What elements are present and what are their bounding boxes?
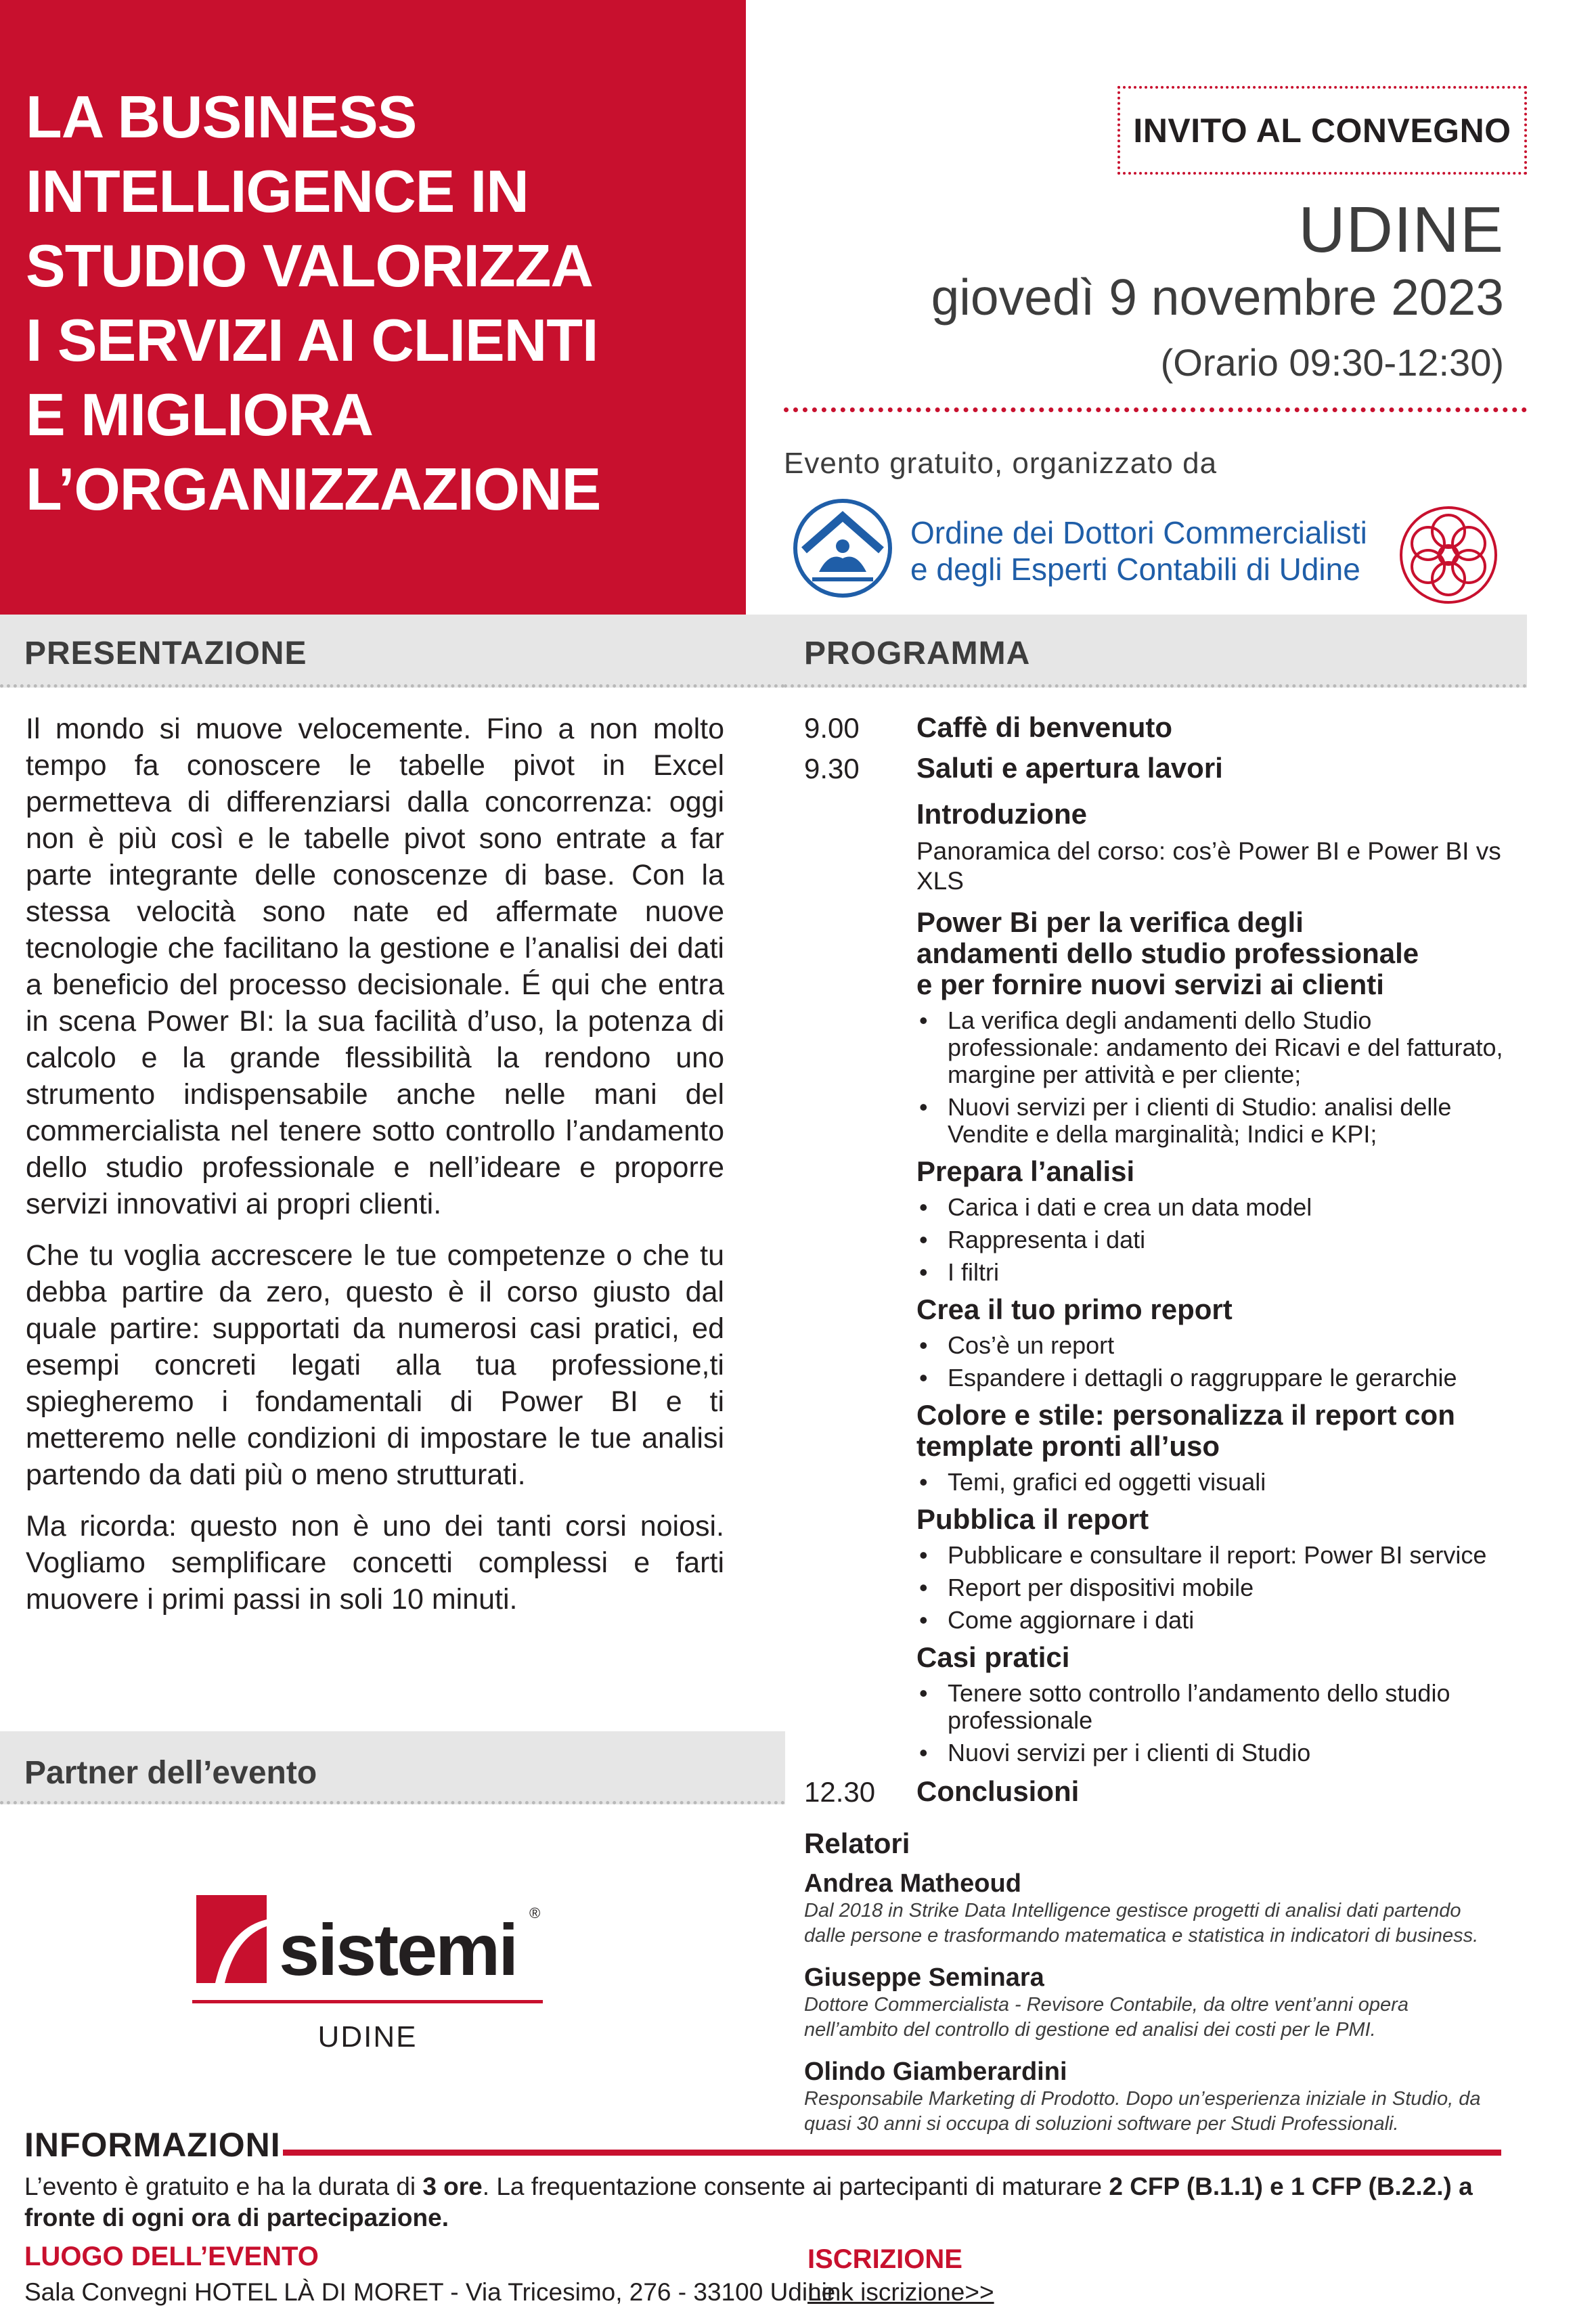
list-item: • Carica i dati e crea un data model (916, 1194, 1535, 1221)
speaker-desc: Dal 2018 in Strike Data Intelligence gestisce progetti di analisi dati partendo dalle persone e trasformando matematica e statistica in indicatori di business. (804, 1900, 1479, 1947)
partner-divider (192, 2000, 543, 2003)
section-header-programma (784, 615, 1527, 688)
list-item: • Rappresenta i dati (916, 1226, 1535, 1253)
program-time: 9.30 (804, 753, 860, 784)
topic-list (916, 1542, 1535, 1634)
list-item: • Tenere sotto controllo l’andamento dello studio professionale (916, 1680, 1526, 1734)
speaker-desc: Dottore Commercialista - Revisore Contabile, da oltre vent’anni opera nell’ambito del controllo di gestione ed analisi dei costi per le PMI. (804, 1994, 1409, 2041)
topic-list (916, 1332, 1535, 1392)
program-item (804, 753, 1535, 784)
program-topic: Colore e stile: personalizza il report con template pronti all’uso (916, 1399, 1455, 1462)
topic-list (916, 1680, 1526, 1766)
program-topic: Casi pratici (916, 1641, 1070, 1673)
info-text-part: L’evento è gratuito e ha la durata di (24, 2173, 423, 2200)
odcec-logo-icon (792, 497, 893, 599)
speaker-name: Olindo Giamberardini (804, 2058, 1067, 2086)
title-panel (0, 0, 746, 615)
registered-mark: ® (529, 1905, 541, 1921)
speaker-name: Andrea Matheoud (804, 1869, 1021, 1898)
invite-badge: INVITO AL CONVEGNO (1117, 86, 1527, 175)
info-credits: 2 CFP (B.1.1) e 1 CFP (B.2.2.) a fronte di ogni ora di partecipazione. (24, 2173, 1473, 2231)
venue-title: LUOGO DELL’EVENTO (24, 2242, 319, 2271)
program-title: Saluti e apertura lavori (916, 752, 1223, 784)
program-topic: Power Bi per la verifica degli andamenti dello studio professionale e per fornire nuovi servizi ai clienti (916, 906, 1419, 1000)
divider (784, 407, 1527, 412)
program-list (804, 712, 1535, 1807)
paragraph: Che tu voglia accrescere le tue competenze o che tu debba partire da zero, questo è il corso giusto dal quale partire: supportati da numerosi casi pratici, ed esempi concreti legati alla tua professione,ti spiegheremo i fondamentali di Power BI e ti metteremo nelle condizioni di impostare le tue analisi partendo da dati più o meno strutturati. (26, 1239, 724, 1491)
info-duration: 3 ore (422, 2173, 483, 2200)
list-item: • Cos’è un report (916, 1332, 1535, 1359)
event-date: giovedì 9 novembre 2023 (931, 269, 1504, 326)
speakers-title: Relatori (804, 1827, 910, 1859)
event-hours: (Orario 09:30-12:30) (1160, 341, 1504, 384)
program-time: 12.30 (804, 1776, 876, 1808)
list-item: • La verifica degli andamenti dello Studio professionale: andamento dei Ricavi e del fatturato, margine per attività e per cliente; (916, 1007, 1526, 1088)
title-line: E MIGLIORA (26, 381, 374, 448)
section-title: PROGRAMMA (804, 636, 1031, 671)
list-item: • Temi, grafici ed oggetti visuali (916, 1469, 1535, 1496)
list-item: • Report per dispositivi mobile (916, 1574, 1535, 1601)
program-item (804, 1776, 1535, 1807)
program-time: 9.00 (804, 712, 860, 744)
info-divider (283, 2150, 1501, 2156)
section-title: PRESENTAZIONE (24, 636, 307, 671)
venue-address: Sala Convegni HOTEL LÀ DI MORET - Via Tricesimo, 276 - 33100 Udine (24, 2278, 836, 2306)
paragraph: Il mondo si muove velocemente. Fino a non molto tempo fa conoscere le tabelle pivot in Excel permetteva di differenziarsi dalla concorrenza: oggi non è più così e le tabelle pivot sono entrate a far parte integrante delle conoscenze di base. Con la stessa velocità sono nate ed affermate nuove tecnologie che facilitano la gestione e l’analisi dei dati a beneficio del processo decisionale. É qui che entra in scena Power BI: la sua facilità d’uso, la potenza di calcolo e la grande flessibilità la rendono uno strumento indispensabile anche nelle mani del commercialista nel tenere sotto controllo l’andamento dello studio professionale e nell’ideare e proporre servizi innovativi ai propri clienti. (26, 713, 724, 1220)
title-line: I SERVIZI AI CLIENTI (26, 307, 598, 374)
partner-location: UDINE (317, 2020, 418, 2053)
speakers (804, 1827, 1481, 2137)
program-title: Caffè di benvenuto (916, 711, 1173, 743)
speaker-desc: Responsabile Marketing di Prodotto. Dopo un’esperienza iniziale in Studio, da quasi 30 anni si occupa di soluzioni software per Studi Professionali. (804, 2088, 1481, 2135)
program-topic: Pubblica il report (916, 1503, 1149, 1535)
topic-list (916, 1007, 1526, 1148)
sistemi-wordmark: sistemi (279, 1909, 517, 1990)
list-item: • Pubblicare e consultare il report: Power BI service (916, 1542, 1535, 1569)
paragraph: Ma ricorda: questo non è uno dei tanti corsi noiosi. Vogliamo semplificare concetti complessi e farti muovere i primi passi in soli 10 minuti. (26, 1510, 724, 1616)
info-text-part: . La frequentazione consente ai partecipanti di maturare (482, 2173, 1109, 2200)
organized-by: Evento gratuito, organizzato da (784, 447, 1218, 480)
title-line: INTELLIGENCE IN (26, 158, 529, 225)
info-text (24, 2171, 1513, 2233)
sistemi-logo (192, 1888, 544, 1990)
program-topic: Introduzione (916, 798, 1087, 830)
list-item: • I filtri (916, 1259, 1535, 1286)
section-header-presentazione (0, 615, 785, 688)
program-topic: Crea il tuo primo report (916, 1293, 1233, 1325)
org-line: e degli Esperti Contabili di Udine (910, 552, 1360, 587)
registration-title: ISCRIZIONE (807, 2244, 962, 2274)
rosette-logo-icon (1398, 504, 1499, 606)
list-item: • Nuovi servizi per i clienti di Studio (916, 1739, 1526, 1766)
program-item (804, 712, 1535, 743)
presentation-text (26, 711, 724, 1632)
event-title (26, 80, 730, 527)
program-topic: Prepara l’analisi (916, 1155, 1135, 1187)
topic-list (916, 1194, 1535, 1286)
speaker-name: Giuseppe Seminara (804, 1963, 1044, 1992)
list-item: • Espandere i dettagli o raggruppare le gerarchie (916, 1364, 1535, 1392)
org-line: Ordine dei Dottori Commercialisti (910, 515, 1367, 550)
program-title: Conclusioni (916, 1775, 1080, 1807)
event-city: UDINE (1298, 194, 1504, 266)
partner-title: Partner dell’evento (24, 1755, 317, 1791)
program-subtitle: Panoramica del corso: cos’è Power BI e Power BI vs XLS (916, 837, 1501, 895)
title-line: LA BUSINESS (26, 83, 417, 150)
info-title: INFORMAZIONI (24, 2126, 281, 2164)
list-item: • Nuovi servizi per i clienti di Studio: analisi delle Vendite e della marginalità; Indici e KPI; (916, 1094, 1526, 1148)
org-name (910, 514, 1367, 587)
topic-list (916, 1469, 1535, 1496)
title-line: L’ORGANIZZAZIONE (26, 455, 601, 523)
registration-link[interactable]: Link iscrizione>> (807, 2278, 994, 2306)
list-item: • Come aggiornare i dati (916, 1607, 1535, 1634)
title-line: STUDIO VALORIZZA (26, 232, 593, 299)
